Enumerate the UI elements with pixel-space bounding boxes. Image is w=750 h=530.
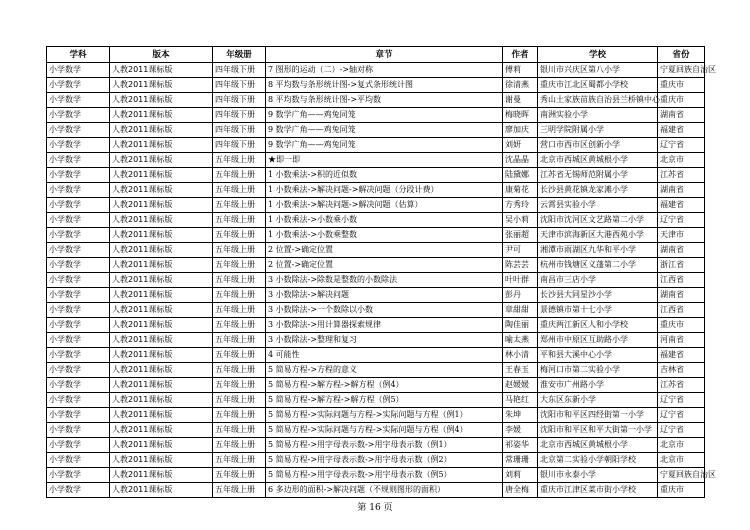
- cell-province: 湖南省: [658, 183, 705, 198]
- cell-school: 沈阳市和平区和平大街第一小学: [538, 423, 658, 438]
- cell-chapter: 3 小数除法->解决问题: [266, 288, 503, 303]
- cell-edition: 人教2011课标版: [110, 168, 213, 183]
- cell-school: 湘潭市雨湖区九华和平小学: [538, 243, 658, 258]
- table-row: [47, 483, 705, 498]
- cell-edition: 人教2011课标版: [110, 348, 213, 363]
- cell-chapter: 4 可能性: [266, 348, 503, 363]
- cell-author: 马艳红: [503, 393, 538, 408]
- table-row: [47, 153, 705, 168]
- cell-school: 三明学院附属小学: [538, 123, 658, 138]
- cell-school: 北京市西城区黄城根小学: [538, 438, 658, 453]
- cell-author: 吴小莉: [503, 213, 538, 228]
- cell-author: 方秀玲: [503, 198, 538, 213]
- table-row: [47, 258, 705, 273]
- cell-school: 北京市西城区黄城根小学: [538, 153, 658, 168]
- cell-province: 湖南省: [658, 243, 705, 258]
- cell-edition: 人教2011课标版: [110, 303, 213, 318]
- cell-province: 福建省: [658, 348, 705, 363]
- cell-subject: 小学数学: [47, 243, 110, 258]
- cell-school: 营口市西市区创新小学: [538, 138, 658, 153]
- cell-chapter: 5 简易方程->实际问题与方程->实际问题与方程（例1）: [266, 408, 503, 423]
- cell-school: 长沙县大同星沙小学: [538, 288, 658, 303]
- table-row: [47, 438, 705, 453]
- cell-school: 沈阳市沈河区文艺路第二小学: [538, 213, 658, 228]
- cell-author: 梅晓晖: [503, 108, 538, 123]
- cell-chapter: 2 位置->确定位置: [266, 243, 503, 258]
- cell-edition: 人教2011课标版: [110, 153, 213, 168]
- cell-edition: 人教2011课标版: [110, 273, 213, 288]
- cell-grade: 五年级上册: [213, 183, 266, 198]
- table-row: [47, 183, 705, 198]
- cell-edition: 人教2011课标版: [110, 393, 213, 408]
- cell-grade: 五年级上册: [213, 423, 266, 438]
- cell-edition: 人教2011课标版: [110, 198, 213, 213]
- cell-school: 天津市滨海新区大港西苑小学: [538, 228, 658, 243]
- table-row: [47, 468, 705, 483]
- table-row: [47, 198, 705, 213]
- cell-province: 浙江省: [658, 258, 705, 273]
- cell-chapter: 1 小数乘法->小数乘小数: [266, 213, 503, 228]
- cell-chapter: 8 平均数与条形统计图->平均数: [266, 93, 503, 108]
- cell-grade: 五年级上册: [213, 408, 266, 423]
- cell-subject: 小学数学: [47, 453, 110, 468]
- cell-chapter: 1 小数乘法->解决问题->解决问题（分段计费）: [266, 183, 503, 198]
- cell-grade: 四年级下册: [213, 108, 266, 123]
- cell-author: 刘妍: [503, 138, 538, 153]
- cell-chapter: 1 小数乘法->小数乘整数: [266, 228, 503, 243]
- cell-school: 大东区东新小学: [538, 393, 658, 408]
- table-row: [47, 108, 705, 123]
- cell-edition: 人教2011课标版: [110, 258, 213, 273]
- cell-edition: 人教2011课标版: [110, 438, 213, 453]
- cell-province: 福建省: [658, 198, 705, 213]
- cell-subject: 小学数学: [47, 483, 110, 498]
- page-number: 第 16 页: [357, 503, 393, 513]
- cell-chapter: 2 位置->确定位置: [266, 258, 503, 273]
- cell-subject: 小学数学: [47, 288, 110, 303]
- cell-edition: 人教2011课标版: [110, 333, 213, 348]
- table-row: [47, 93, 705, 108]
- cell-chapter: 5 简易方程->解方程->解方程（例5）: [266, 393, 503, 408]
- cell-edition: 人教2011课标版: [110, 93, 213, 108]
- cell-edition: 人教2011课标版: [110, 288, 213, 303]
- cell-subject: 小学数学: [47, 258, 110, 273]
- cell-chapter: 3 小数除法->用计算器探索规律: [266, 318, 503, 333]
- cell-subject: 小学数学: [47, 318, 110, 333]
- cell-grade: 五年级上册: [213, 318, 266, 333]
- cell-chapter: 5 简易方程->实际问题与方程->实际问题与方程（例4）: [266, 423, 503, 438]
- table-row: [47, 348, 705, 363]
- cell-edition: 人教2011课标版: [110, 213, 213, 228]
- cell-author: 陶佳丽: [503, 318, 538, 333]
- document-sheet: [46, 46, 716, 498]
- cell-school: 重庆市江北区蜀都小学校: [538, 78, 658, 93]
- cell-edition: 人教2011课标版: [110, 378, 213, 393]
- cell-province: 江苏省: [658, 378, 705, 393]
- cell-author: 章甜甜: [503, 303, 538, 318]
- cell-province: 辽宁省: [658, 138, 705, 153]
- cell-subject: 小学数学: [47, 198, 110, 213]
- cell-grade: 四年级下册: [213, 123, 266, 138]
- cell-author: 喻太燕: [503, 333, 538, 348]
- cell-author: 赵媛媛: [503, 378, 538, 393]
- cell-edition: 人教2011课标版: [110, 138, 213, 153]
- cell-province: 重庆市: [658, 93, 705, 108]
- cell-subject: 小学数学: [47, 378, 110, 393]
- cell-grade: 五年级上册: [213, 243, 266, 258]
- cell-grade: 五年级上册: [213, 393, 266, 408]
- cell-edition: 人教2011课标版: [110, 468, 213, 483]
- cell-grade: 四年级下册: [213, 93, 266, 108]
- cell-subject: 小学数学: [47, 78, 110, 93]
- cell-author: 叶叶群: [503, 273, 538, 288]
- cell-province: 重庆市: [658, 483, 705, 498]
- cell-author: 陆黛娜: [503, 168, 538, 183]
- cell-subject: 小学数学: [47, 393, 110, 408]
- cell-author: 傅莉: [503, 63, 538, 78]
- header-edition: 版本: [110, 47, 213, 63]
- cell-grade: 五年级上册: [213, 333, 266, 348]
- cell-province: 吉林省: [658, 363, 705, 378]
- cell-author: 朱坤: [503, 408, 538, 423]
- cell-author: 林小清: [503, 348, 538, 363]
- cell-author: 徐清燕: [503, 78, 538, 93]
- cell-province: 宁夏回族自治区: [658, 468, 705, 483]
- cell-school: 江苏省无锡师范附属小学: [538, 168, 658, 183]
- cell-author: 刘莉: [503, 468, 538, 483]
- table-row: [47, 63, 705, 78]
- cell-edition: 人教2011课标版: [110, 228, 213, 243]
- cell-chapter: 8 平均数与条形统计图->复式条形统计图: [266, 78, 503, 93]
- table-row: [47, 408, 705, 423]
- cell-province: 湖南省: [658, 288, 705, 303]
- cell-school: 重庆两江新区人和小学校: [538, 318, 658, 333]
- cell-subject: 小学数学: [47, 168, 110, 183]
- cell-school: 云霄县实验小学: [538, 198, 658, 213]
- cell-edition: 人教2011课标版: [110, 183, 213, 198]
- table-body: [47, 63, 716, 498]
- cell-subject: 小学数学: [47, 348, 110, 363]
- cell-grade: 五年级上册: [213, 468, 266, 483]
- cell-province: 辽宁省: [658, 408, 705, 423]
- cell-chapter: 5 简易方程->用字母表示数->用字母表示数（例2）: [266, 453, 503, 468]
- cell-grade: 五年级上册: [213, 288, 266, 303]
- table-header-row: [47, 47, 705, 63]
- cell-subject: 小学数学: [47, 183, 110, 198]
- cell-subject: 小学数学: [47, 108, 110, 123]
- table-row: [47, 378, 705, 393]
- cell-chapter: ★即一即: [266, 153, 503, 168]
- cell-school: 淮安市广州路小学: [538, 378, 658, 393]
- cell-province: 北京市: [658, 438, 705, 453]
- cell-grade: 五年级上册: [213, 483, 266, 498]
- cell-province: 辽宁省: [658, 393, 705, 408]
- cell-grade: 四年级下册: [213, 63, 266, 78]
- cell-chapter: 6 多边形的面积->解决问题（不规则图形的面积）: [266, 483, 503, 498]
- cell-chapter: 5 简易方程->解方程->解方程（例4）: [266, 378, 503, 393]
- course-table: [46, 46, 716, 498]
- cell-subject: 小学数学: [47, 333, 110, 348]
- cell-subject: 小学数学: [47, 303, 110, 318]
- cell-chapter: 7 图形的运动（二）->轴对称: [266, 63, 503, 78]
- header-school: 学校: [538, 47, 658, 63]
- cell-subject: 小学数学: [47, 93, 110, 108]
- cell-school: 郑州市中原区互助路小学: [538, 333, 658, 348]
- table-row: [47, 303, 705, 318]
- cell-province: 天津市: [658, 228, 705, 243]
- cell-subject: 小学数学: [47, 408, 110, 423]
- cell-grade: 五年级上册: [213, 153, 266, 168]
- cell-province: 宁夏回族自治区: [658, 63, 705, 78]
- cell-grade: 五年级上册: [213, 453, 266, 468]
- cell-author: 谢曼: [503, 93, 538, 108]
- cell-province: 福建省: [658, 123, 705, 138]
- cell-subject: 小学数学: [47, 213, 110, 228]
- cell-grade: 五年级上册: [213, 228, 266, 243]
- cell-grade: 五年级上册: [213, 303, 266, 318]
- cell-province: 江苏省: [658, 168, 705, 183]
- cell-school: 北京第二实验小学朝阳学校: [538, 453, 658, 468]
- header-author: 作者: [503, 47, 538, 63]
- cell-edition: 人教2011课标版: [110, 408, 213, 423]
- cell-subject: 小学数学: [47, 153, 110, 168]
- table-row: [47, 273, 705, 288]
- header-subject: 学科: [47, 47, 110, 63]
- cell-grade: 五年级上册: [213, 363, 266, 378]
- cell-school: 银川市永泰小学: [538, 468, 658, 483]
- cell-grade: 五年级上册: [213, 198, 266, 213]
- cell-edition: 人教2011课标版: [110, 108, 213, 123]
- cell-province: 北京市: [658, 153, 705, 168]
- header-chapter: 章节: [266, 47, 503, 63]
- cell-edition: 人教2011课标版: [110, 423, 213, 438]
- table-row: [47, 243, 705, 258]
- table-row: [47, 393, 705, 408]
- cell-edition: 人教2011课标版: [110, 453, 213, 468]
- cell-school: 南昌市三店小学: [538, 273, 658, 288]
- cell-author: 彭丹: [503, 288, 538, 303]
- table-row: [47, 213, 705, 228]
- cell-subject: 小学数学: [47, 273, 110, 288]
- cell-province: 江西省: [658, 303, 705, 318]
- cell-grade: 五年级上册: [213, 378, 266, 393]
- table-row: [47, 168, 705, 183]
- cell-subject: 小学数学: [47, 138, 110, 153]
- cell-subject: 小学数学: [47, 438, 110, 453]
- cell-author: 李媛: [503, 423, 538, 438]
- cell-chapter: 1 小数乘法->积的近似数: [266, 168, 503, 183]
- header-grade: 年级册: [213, 47, 266, 63]
- header-province: 省份: [658, 47, 705, 63]
- cell-author: 康菊花: [503, 183, 538, 198]
- cell-chapter: 5 简易方程->用字母表示数->用字母表示数（例5）: [266, 468, 503, 483]
- cell-province: 重庆市: [658, 318, 705, 333]
- table-row: [47, 453, 705, 468]
- cell-chapter: 9 数学广角——鸡兔同笼: [266, 108, 503, 123]
- table-row: [47, 333, 705, 348]
- cell-subject: 小学数学: [47, 468, 110, 483]
- cell-school: 秀山土家族苗族自治县兰桥镇中心: [538, 93, 658, 108]
- cell-chapter: 1 小数乘法->解决问题->解决问题（估算）: [266, 198, 503, 213]
- cell-edition: 人教2011课标版: [110, 243, 213, 258]
- cell-author: 廖加庆: [503, 123, 538, 138]
- cell-school: 平和县大溪中心小学: [538, 348, 658, 363]
- cell-grade: 四年级下册: [213, 78, 266, 93]
- cell-subject: 小学数学: [47, 228, 110, 243]
- cell-grade: 五年级上册: [213, 168, 266, 183]
- cell-grade: 五年级上册: [213, 213, 266, 228]
- cell-author: 王春玉: [503, 363, 538, 378]
- cell-grade: 五年级上册: [213, 273, 266, 288]
- cell-subject: 小学数学: [47, 63, 110, 78]
- cell-edition: 人教2011课标版: [110, 363, 213, 378]
- cell-school: 重庆市江津区菜市街小学校: [538, 483, 658, 498]
- cell-author: 常珊珊: [503, 453, 538, 468]
- cell-edition: 人教2011课标版: [110, 123, 213, 138]
- cell-school: 沈阳市和平区四经街第一小学: [538, 408, 658, 423]
- cell-school: 长沙县黄花镇龙家滩小学: [538, 183, 658, 198]
- cell-school: 银川市兴庆区第八小学: [538, 63, 658, 78]
- cell-chapter: 5 简易方程->方程的意义: [266, 363, 503, 378]
- cell-edition: 人教2011课标版: [110, 318, 213, 333]
- cell-subject: 小学数学: [47, 363, 110, 378]
- cell-chapter: 3 小数除法->除数是整数的小数除法: [266, 273, 503, 288]
- cell-grade: 四年级下册: [213, 138, 266, 153]
- cell-province: 湖南省: [658, 108, 705, 123]
- cell-chapter: 3 小数除法->整理和复习: [266, 333, 503, 348]
- cell-subject: 小学数学: [47, 123, 110, 138]
- table-row: [47, 423, 705, 438]
- cell-province: 辽宁省: [658, 423, 705, 438]
- cell-author: 陈芸芸: [503, 258, 538, 273]
- table-row: [47, 123, 705, 138]
- cell-author: 祁姿华: [503, 438, 538, 453]
- cell-school: 梅河口市第二实验小学: [538, 363, 658, 378]
- cell-author: 张丽超: [503, 228, 538, 243]
- cell-province: 辽宁省: [658, 213, 705, 228]
- cell-edition: 人教2011课标版: [110, 78, 213, 93]
- table-row: [47, 318, 705, 333]
- cell-subject: 小学数学: [47, 423, 110, 438]
- table-row: [47, 78, 705, 93]
- cell-edition: 人教2011课标版: [110, 63, 213, 78]
- cell-province: 江西省: [658, 273, 705, 288]
- cell-school: 景德镇市第十七小学: [538, 303, 658, 318]
- table-row: [47, 138, 705, 153]
- cell-grade: 五年级上册: [213, 438, 266, 453]
- cell-school: 南洲实验小学: [538, 108, 658, 123]
- cell-chapter: 9 数学广角——鸡兔同笼: [266, 123, 503, 138]
- cell-province: 重庆市: [658, 78, 705, 93]
- cell-author: 沈晶晶: [503, 153, 538, 168]
- cell-province: 河南省: [658, 333, 705, 348]
- table-row: [47, 228, 705, 243]
- cell-chapter: 9 数学广角——鸡兔同笼: [266, 138, 503, 153]
- cell-province: 北京市: [658, 453, 705, 468]
- cell-edition: 人教2011课标版: [110, 483, 213, 498]
- cell-chapter: 5 简易方程->用字母表示数->用字母表示数（例1）: [266, 438, 503, 453]
- cell-school: 杭州市钱塘区义蓬第二小学: [538, 258, 658, 273]
- cell-chapter: 3 小数除法->一个数除以小数: [266, 303, 503, 318]
- cell-grade: 五年级上册: [213, 258, 266, 273]
- cell-author: 尹可: [503, 243, 538, 258]
- cell-grade: 五年级上册: [213, 348, 266, 363]
- table-row: [47, 288, 705, 303]
- cell-author: 唐全梅: [503, 483, 538, 498]
- table-row: [47, 363, 705, 378]
